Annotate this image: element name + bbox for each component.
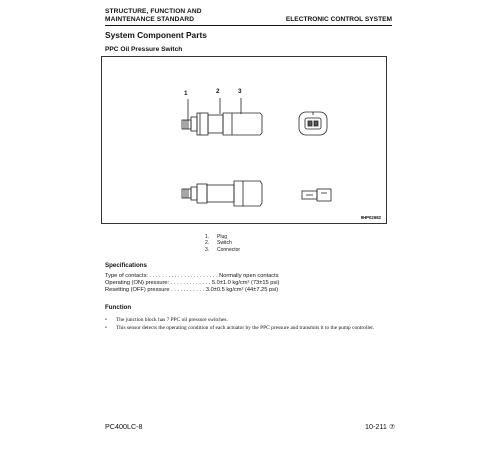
connector-side-view: [302, 189, 331, 201]
figure-panel: [101, 56, 387, 224]
spec-row-contacts: Type of contacts: . . . . . . . . . . . . . . . . . . . . . . Normally open contacts: [105, 273, 279, 279]
spec-row-operating-pressure: Operating (ON) pressure: . . . . . . . . . . . . . 5.0±1.0 kg/cm² (73±15 psi): [105, 280, 280, 286]
pressure-switch-drawing: [102, 57, 388, 225]
callout-3: 3: [238, 88, 242, 95]
footer-model: PC400LC-8: [105, 422, 143, 431]
bullet-text: The junction block has 7 PPC oil pressure switches.: [116, 317, 228, 323]
header-rule: [105, 25, 392, 26]
header-title: [105, 8, 202, 24]
section-title: System Component Parts: [105, 30, 207, 40]
callout-1: 1: [184, 90, 188, 97]
bullet-text: This sensor detects the operating condition of each actuator by the PPC pressure and transmits it to the pump controller.: [116, 325, 375, 331]
connector-end-view: [299, 112, 327, 135]
bullet-dot: •: [105, 317, 107, 323]
legend-label: Plug: [217, 234, 228, 240]
legend-label: Switch: [217, 240, 232, 247]
figure-title: PPC Oil Pressure Switch: [105, 46, 183, 53]
spec-row-resetting-pressure: Resetting (OFF) pressure . . . . . . . . . . . 3.0±0.5 kg/cm² (44±7.25 psi): [105, 287, 279, 293]
function-bullet: [105, 325, 374, 331]
legend-number: 1.: [205, 234, 210, 240]
function-bullet: [105, 317, 228, 323]
legend-label: Connector: [217, 246, 241, 253]
switch-side-view: [182, 113, 262, 135]
function-heading: Function: [105, 304, 132, 311]
header-title-line-1: STRUCTURE, FUNCTION AND: [105, 8, 202, 15]
header-title-line-2: MAINTENANCE STANDARD: [105, 16, 195, 23]
specifications-heading: Specifications: [105, 262, 147, 269]
figure-code: 9HP02682: [360, 215, 381, 220]
legend-list: [205, 234, 240, 253]
bullet-dot: •: [105, 325, 107, 331]
legend-number: 2.: [205, 240, 210, 247]
legend-item: [205, 247, 240, 253]
switch-top-view: [182, 181, 262, 206]
callout-2: 2: [216, 88, 220, 95]
legend-number: 3.: [205, 246, 210, 253]
footer-page-number: 10-211 ⑦: [365, 422, 396, 431]
header-section-name: ELECTRONIC CONTROL SYSTEM: [285, 16, 392, 23]
